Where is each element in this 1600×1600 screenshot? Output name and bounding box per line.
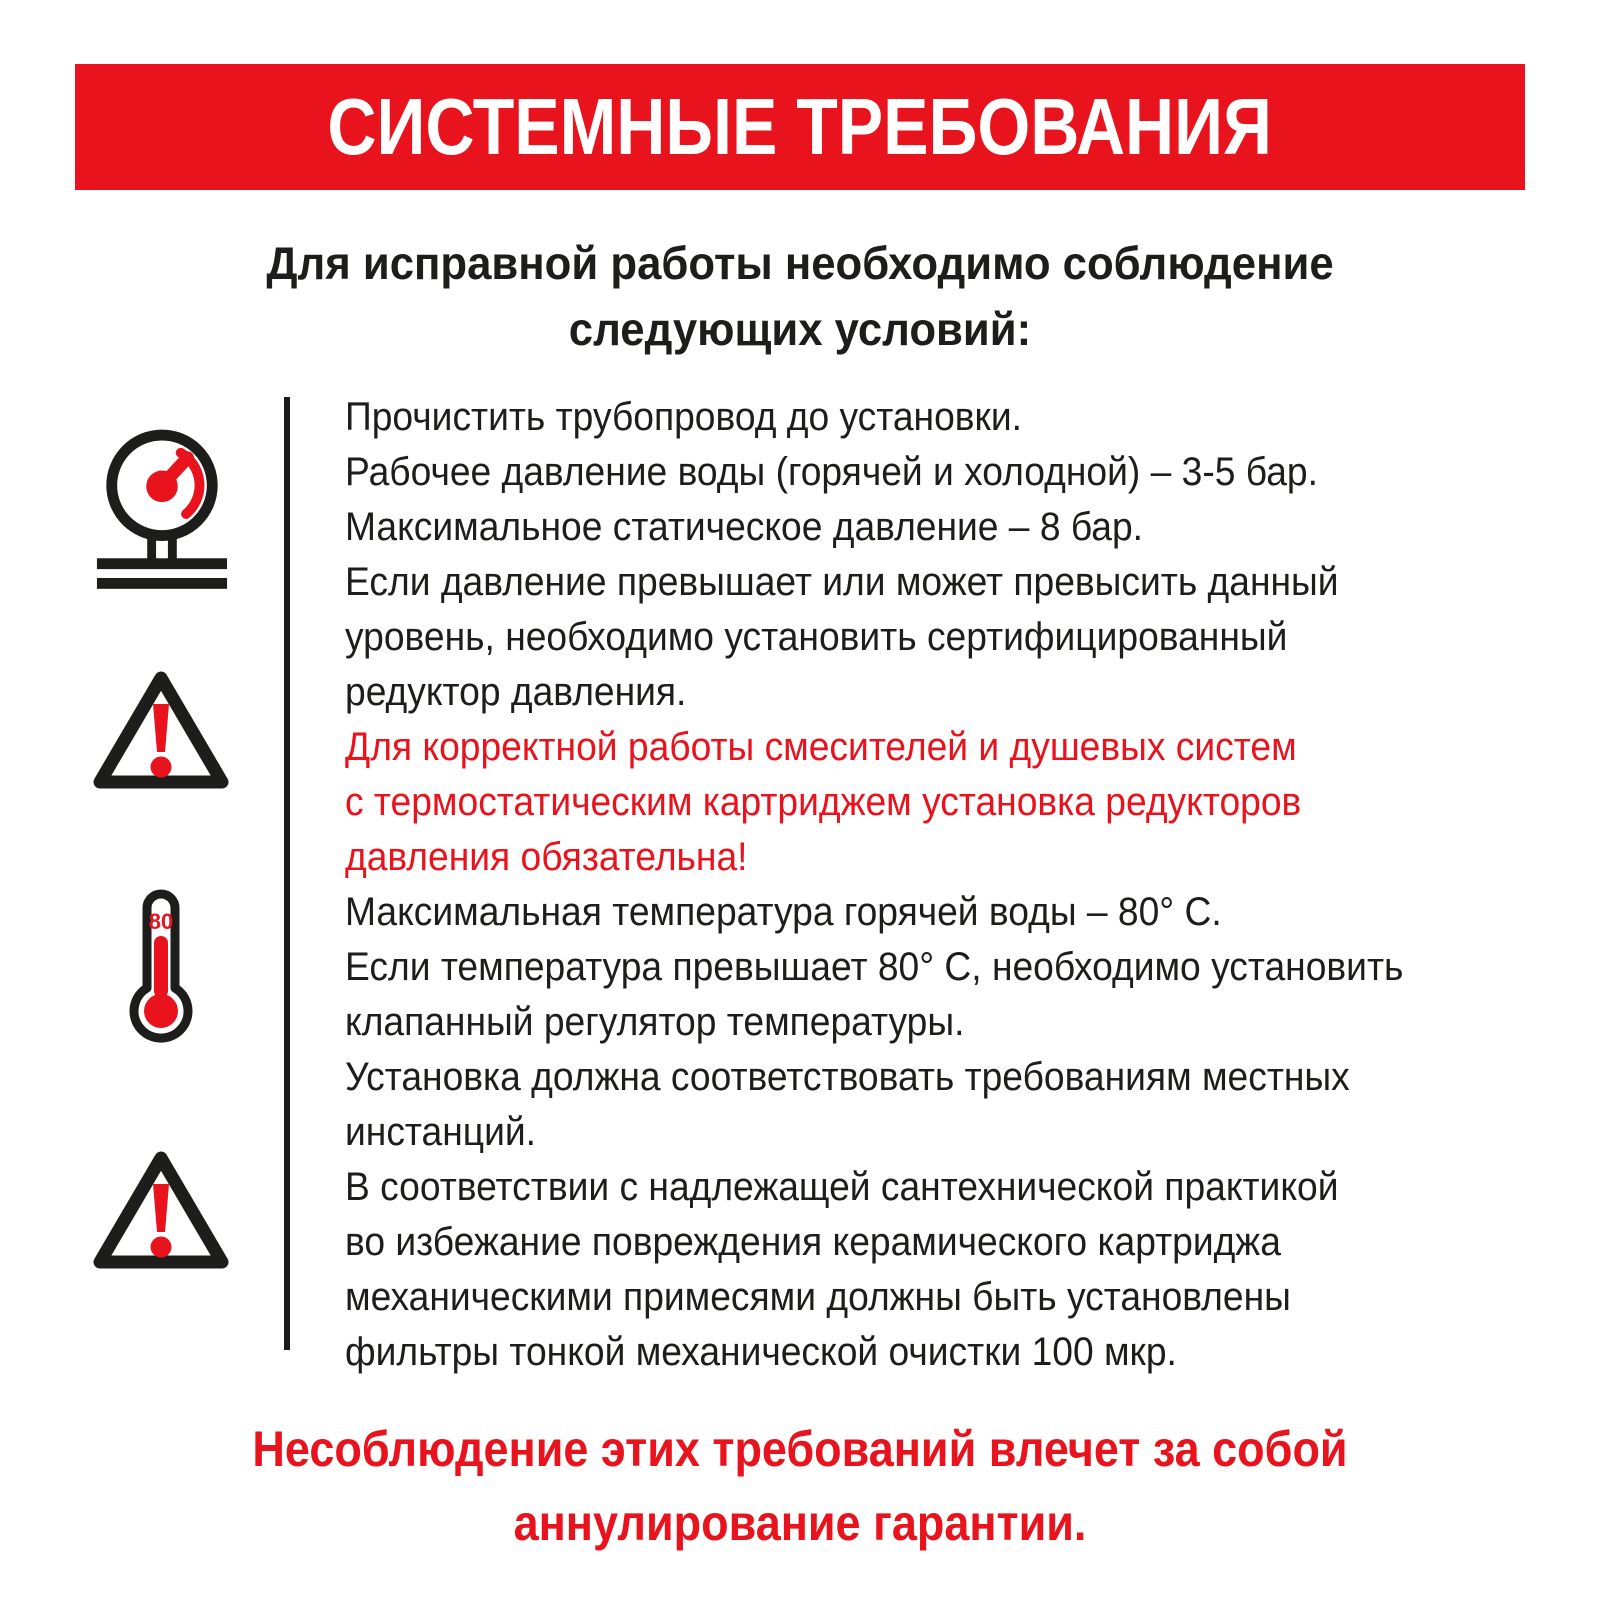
requirement-line: Установка должна соответствовать требованиям местных bbox=[345, 1055, 1350, 1099]
requirement-line: Если давление превышает или может превысить данный bbox=[345, 560, 1339, 604]
thermometer-label: 80 bbox=[148, 909, 174, 934]
warning-triangle-icon bbox=[86, 1146, 236, 1278]
page-title: СИСТЕМНЫЕ ТРЕБОВАНИЯ bbox=[327, 82, 1273, 171]
pressure-gauge-icon bbox=[93, 424, 231, 592]
intro-text bbox=[100, 230, 1500, 362]
warranty-warning-line-1: Несоблюдение этих требований влечет за собой bbox=[252, 1421, 1348, 1477]
requirements-list bbox=[345, 390, 1525, 1380]
requirement-line: уровень, необходимо установить сертифицированный bbox=[345, 615, 1288, 659]
requirement-line: инстанций. bbox=[345, 1110, 536, 1154]
intro-line-1: Для исправной работы необходимо соблюдение bbox=[266, 237, 1334, 289]
requirement-line: фильтры тонкой механической очистки 100 мкр. bbox=[345, 1330, 1177, 1374]
requirement-line: Максимальная температура горячей воды – 80° C. bbox=[345, 890, 1222, 934]
header-banner bbox=[75, 64, 1525, 190]
requirement-line: Прочистить трубопровод до установки. bbox=[345, 395, 1022, 439]
requirement-line: механическими примесями должны быть установлены bbox=[345, 1275, 1291, 1319]
requirement-line: редуктор давления. bbox=[345, 670, 687, 714]
requirement-line-highlight: Для корректной работы смесителей и душевых систем bbox=[345, 725, 1297, 769]
requirement-line: во избежание повреждения керамического картриджа bbox=[345, 1220, 1281, 1264]
warning-triangle-icon bbox=[86, 666, 236, 798]
requirement-line-highlight: с термостатическим картриджем установка редукторов bbox=[345, 780, 1302, 824]
warranty-warning-line-2: аннулирование гарантии. bbox=[513, 1495, 1087, 1551]
warranty-warning bbox=[100, 1412, 1500, 1560]
requirement-line: Рабочее давление воды (горячей и холодной) – 3-5 бар. bbox=[345, 450, 1318, 494]
intro-line-2: следующих условий: bbox=[568, 303, 1032, 355]
requirement-line: Если температура превышает 80° C, необходимо установить bbox=[345, 945, 1404, 989]
requirement-line: В соответствии с надлежащей сантехнической практикой bbox=[345, 1165, 1339, 1209]
requirement-line-highlight: давления обязательна! bbox=[345, 835, 748, 879]
thermometer-icon bbox=[121, 884, 201, 1044]
requirement-line: клапанный регулятор температуры. bbox=[345, 1000, 965, 1044]
requirement-line: Максимальное статическое давление – 8 бар. bbox=[345, 505, 1144, 549]
vertical-divider bbox=[284, 397, 290, 1350]
